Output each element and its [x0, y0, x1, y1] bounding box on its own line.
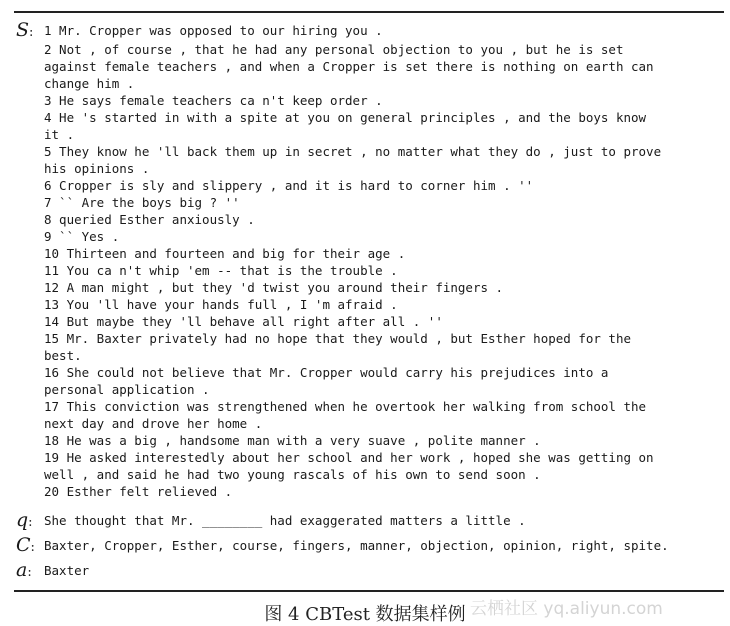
story-text-12: 12 A man might , but they 'd twist you around their fingers . — [44, 280, 504, 295]
query-label: q: — [16, 509, 33, 531]
story-text-19: 19 He asked interestedly about her school and her work , hoped she was getting on well , and said he had two young rascals of his own to send soon . — [44, 450, 654, 482]
bottom-rule — [14, 590, 724, 592]
story-text-20: 20 Esther felt relieved . — [44, 484, 233, 499]
candidates-text: Baxter, Cropper, Esther, course, fingers, manner, objection, opinion, right, spite. — [44, 538, 669, 553]
watermark: 云栖社区 yq.aliyun.com — [470, 599, 663, 619]
story-text-6: 6 Cropper is sly and slippery , and it is hard to corner him . '' — [44, 178, 534, 193]
story-text-3: 3 He says female teachers ca n't keep order . — [44, 93, 383, 108]
story-text-10: 10 Thirteen and fourteen and big for their age . — [44, 246, 406, 261]
story-text-11: 11 You ca n't whip 'em -- that is the trouble . — [44, 263, 398, 278]
answer-label: a: — [16, 559, 32, 581]
story-text-9: 9 `` Yes . — [44, 229, 120, 244]
story-text-18: 18 He was a big , handsome man with a very suave , polite manner . — [44, 433, 541, 448]
story-text-2: 2 Not , of course , that he had any personal objection to you , but he is set against female teachers , and when a Cropper is set there is nothing on earth can change him . — [44, 42, 654, 91]
story-text-8: 8 queried Esther anxiously . — [44, 212, 255, 227]
story-text-1: 1 Mr. Cropper was opposed to our hiring you . — [44, 23, 383, 38]
answer-row — [16, 559, 724, 581]
story-text-15: 15 Mr. Baxter privately had no hope that they would , but Esther hoped for the best. — [44, 331, 631, 363]
candidates-row — [16, 534, 724, 556]
story-text-4: 4 He 's started in with a spite at you on general principles , and the boys know it . — [44, 110, 647, 142]
query-row — [16, 509, 724, 531]
candidates-label: C: — [16, 534, 35, 556]
figure-caption: 图 4 CBTest 数据集样例 — [264, 604, 466, 625]
top-rule — [14, 11, 724, 13]
story-text-16: 16 She could not believe that Mr. Cropper would carry his prejudices into a personal application . — [44, 365, 609, 397]
story-text-13: 13 You 'll have your hands full , I 'm afraid . — [44, 297, 398, 312]
story-block — [16, 19, 724, 500]
story-text-14: 14 But maybe they 'll behave all right after all . '' — [44, 314, 443, 329]
story-line — [16, 19, 724, 41]
story-text-5: 5 They know he 'll back them up in secret , no matter what they do , just to prove his opinions . — [44, 144, 662, 176]
answer-text: Baxter — [44, 563, 90, 578]
query-text: She thought that Mr. ________ had exaggerated matters a little . — [44, 513, 526, 528]
story-text-7: 7 `` Are the boys big ? '' — [44, 195, 240, 210]
story-label: S: — [16, 19, 34, 41]
story-text-17: 17 This conviction was strengthened when he overtook her walking from school the next day and drove her home . — [44, 399, 647, 431]
